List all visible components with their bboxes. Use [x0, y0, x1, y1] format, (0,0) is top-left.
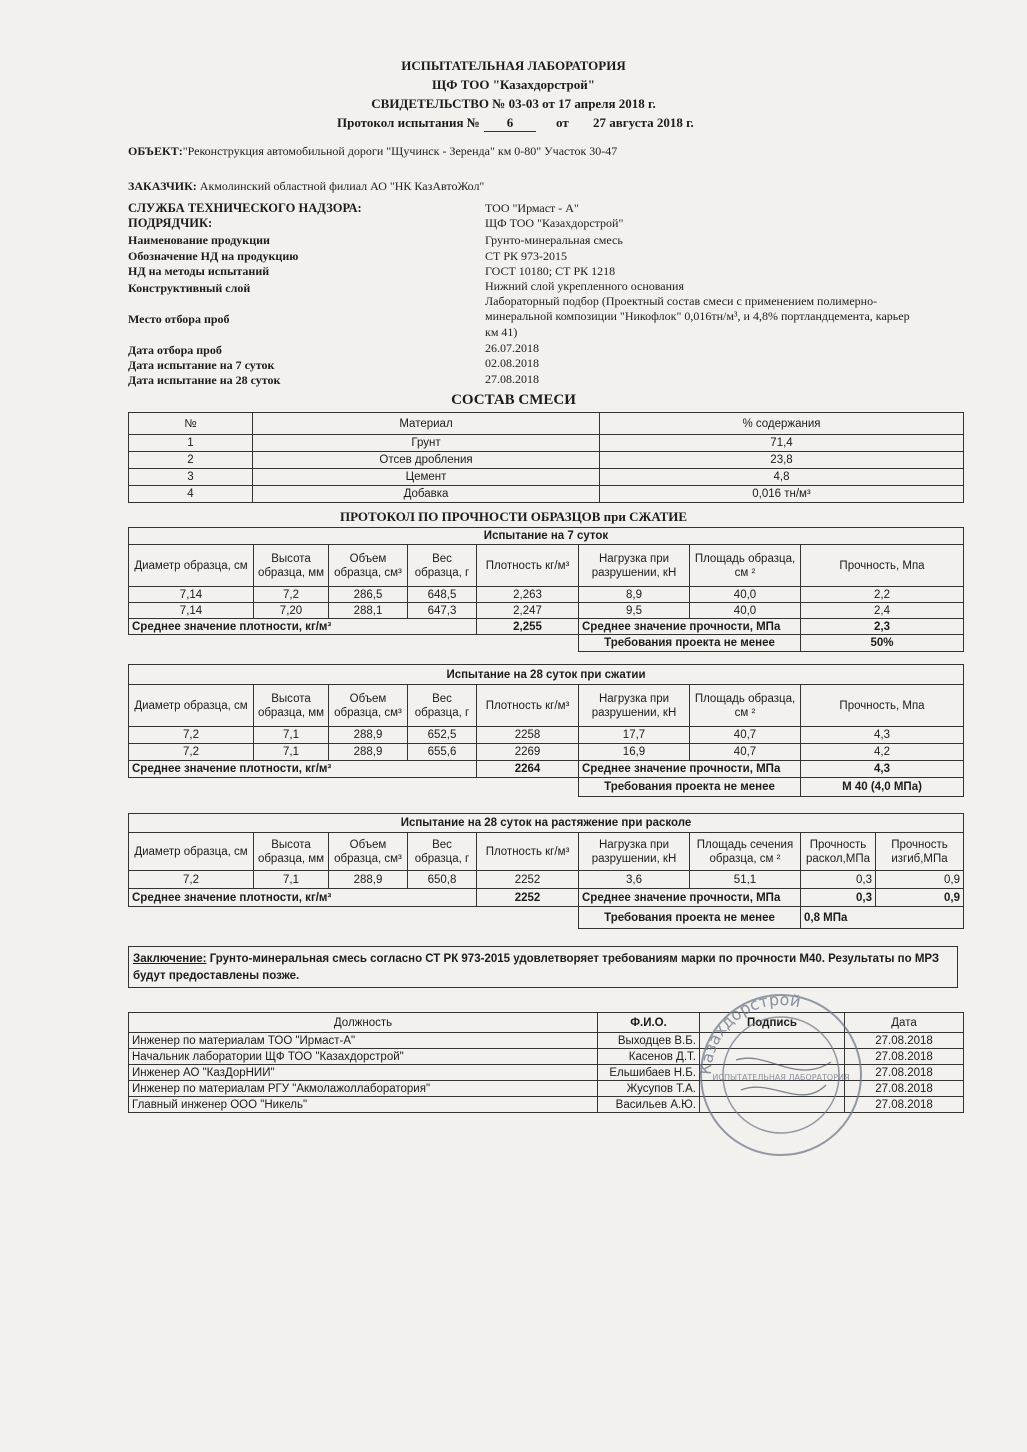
- blank-cell: [129, 907, 579, 929]
- svg-text:Казахдорстрой: Казахдорстрой: [696, 990, 803, 1076]
- test28split-header: Прочность изгиб,МПа: [876, 833, 964, 871]
- protocol-date: 27 августа 2018 г.: [593, 115, 694, 130]
- test7-cell: 7,2: [254, 587, 329, 603]
- info-label-5: Конструктивный слой: [128, 281, 251, 295]
- table-row: [129, 469, 964, 486]
- test28-header: Площадь образца, см ²: [690, 685, 801, 727]
- table-row: [129, 452, 964, 469]
- test7-cell: 2,4: [801, 603, 964, 619]
- test7-req-label: Требования проекта не менее: [579, 635, 801, 652]
- test7-header: Объем образца, см³: [329, 545, 408, 587]
- date-label-2: Дата испытание на 28 суток: [128, 373, 281, 387]
- protocol-label: Протокол испытания №: [337, 115, 480, 130]
- table-row: [129, 727, 964, 744]
- certificate-line: СВИДЕТЕЛЬСТВО № 03-03 от 17 апреля 2018 г.: [371, 96, 656, 111]
- sig-header: Подпись: [700, 1013, 845, 1033]
- table-row: [129, 871, 964, 889]
- conclusion-text: Грунто-минеральная смесь согласно СТ РК 973-2015 удовлетворяет требованиям марки по прочности М40. Результаты по МРЗ будут предоставлены позже.: [133, 953, 940, 982]
- test28split-header: Вес образца, г: [408, 833, 477, 871]
- test7-header: Вес образца, г: [408, 545, 477, 587]
- test7-cell: 7,14: [129, 587, 254, 603]
- test28split-title: Испытание на 28 суток на растяжение при расколе: [129, 814, 964, 833]
- test7-header: Высота образца, мм: [254, 545, 329, 587]
- test28split-header: Плотность кг/м³: [477, 833, 579, 871]
- sig-header: Ф.И.О.: [598, 1013, 700, 1033]
- customer-label: ЗАКАЗЧИК:: [128, 179, 197, 193]
- sig-position: Начальник лаборатории ЩФ ТОО "Казахдорстрой": [129, 1049, 598, 1065]
- test28split-avg-strength-b: 0,9: [876, 889, 964, 907]
- test28split-table: [128, 813, 964, 929]
- object-label: ОБЪЕКТ:: [128, 144, 183, 158]
- sampling-line-3: км 41): [485, 325, 518, 339]
- test7-title: Испытание на 7 суток: [129, 528, 964, 545]
- test28-avg-strength-label: Среднее значение прочности, МПа: [579, 761, 801, 778]
- conclusion-box: [128, 946, 958, 988]
- test7-header: Нагрузка при разрушении, кН: [579, 545, 690, 587]
- lab-org: ЩФ ТОО "Казахдорстрой": [432, 77, 595, 92]
- sampling-line-1: Лабораторный подбор (Проектный состав смеси с применением полимерно-: [485, 294, 878, 308]
- sig-date: 27.08.2018: [845, 1049, 964, 1065]
- blank-cell: [129, 635, 579, 652]
- test7-avg-strength: 2,3: [801, 619, 964, 635]
- mix-cell: Грунт: [253, 435, 600, 452]
- test7-cell: 648,5: [408, 587, 477, 603]
- table-row: [129, 486, 964, 503]
- mix-title: СОСТАВ СМЕСИ: [451, 392, 576, 408]
- sig-position: Главный инженер ООО "Никель": [129, 1097, 598, 1113]
- table-row: [129, 744, 964, 761]
- sig-fio: Выходцев В.Б.: [598, 1033, 700, 1049]
- sig-position: Инженер по материалам РГУ "Акмолажоллаборатория": [129, 1081, 598, 1097]
- sig-fio: Жусупов Т.А.: [598, 1081, 700, 1097]
- sig-header: Должность: [129, 1013, 598, 1033]
- test28split-header: Нагрузка при разрушении, кН: [579, 833, 690, 871]
- conclusion-label: Заключение:: [133, 953, 207, 965]
- test28split-cell: 288,9: [329, 871, 408, 889]
- test28-avg-density: 2264: [477, 761, 579, 778]
- sig-position: Инженер по материалам ТОО "Ирмаст-А": [129, 1033, 598, 1049]
- mix-header-material: Материал: [253, 413, 600, 435]
- sig-fio: Васильев А.Ю.: [598, 1097, 700, 1113]
- mix-cell: 3: [129, 469, 253, 486]
- sig-date: 27.08.2018: [845, 1081, 964, 1097]
- test7-cell: 40,0: [690, 587, 801, 603]
- test28-cell: 7,2: [129, 744, 254, 761]
- test28-cell: 7,2: [129, 727, 254, 744]
- sig-header: Дата: [845, 1013, 964, 1033]
- info-label-4: НД на методы испытаний: [128, 264, 270, 278]
- test28split-cell: 2252: [477, 871, 579, 889]
- customer-value: Акмолинский областной филиал АО "НК КазАвтоЖол": [199, 179, 485, 193]
- test28split-cell: 3,6: [579, 871, 690, 889]
- test28split-req-label: Требования проекта не менее: [579, 907, 801, 929]
- test7-cell: 40,0: [690, 603, 801, 619]
- test7-header: Площадь образца, см ²: [690, 545, 801, 587]
- test7-cell: 288,1: [329, 603, 408, 619]
- mix-header-no: №: [129, 413, 253, 435]
- info-value-1: ЩФ ТОО "Казахдорстрой": [485, 216, 624, 230]
- test28split-avg-density: 2252: [477, 889, 579, 907]
- table-row: [129, 603, 964, 619]
- test28split-header: Диаметр образца, см: [129, 833, 254, 871]
- test28-cell: 17,7: [579, 727, 690, 744]
- test7-cell: 8,9: [579, 587, 690, 603]
- test28-table: [128, 664, 964, 797]
- test28split-cell: 7,1: [254, 871, 329, 889]
- sampling-label: Место отбора проб: [128, 312, 230, 326]
- test7-cell: 7,14: [129, 603, 254, 619]
- test28-cell: 288,9: [329, 727, 408, 744]
- mix-cell: 4,8: [600, 469, 964, 486]
- test28split-header: Высота образца, мм: [254, 833, 329, 871]
- sig-position: Инженер АО "КазДорНИИ": [129, 1065, 598, 1081]
- test7-header: Диаметр образца, см: [129, 545, 254, 587]
- test7-cell: 7,20: [254, 603, 329, 619]
- test28split-cell: 650,8: [408, 871, 477, 889]
- mix-cell: 1: [129, 435, 253, 452]
- test28split-avg-density-label: Среднее значение плотности, кг/м³: [129, 889, 477, 907]
- info-value-3: СТ РК 973-2015: [485, 249, 568, 263]
- table-row: [129, 587, 964, 603]
- test28-cell: 288,9: [329, 744, 408, 761]
- sig-date: 27.08.2018: [845, 1033, 964, 1049]
- test7-req-value: 50%: [801, 635, 964, 652]
- mix-cell: 71,4: [600, 435, 964, 452]
- date-value-2: 27.08.2018: [485, 372, 539, 386]
- test28-header: Плотность кг/м³: [477, 685, 579, 727]
- test28-cell: 16,9: [579, 744, 690, 761]
- customer-line: [128, 179, 484, 194]
- info-value-2: Грунто-минеральная смесь: [485, 233, 623, 247]
- test7-cell: 2,247: [477, 603, 579, 619]
- test28-cell: 40,7: [690, 727, 801, 744]
- mix-table: [128, 412, 964, 503]
- test28split-req-value: 0,8 МПа: [801, 907, 964, 929]
- sampling-line-2: минеральной композиции "Никофлок" 0,016тн/м³, и 4,8% портландцемента, карьер: [485, 309, 910, 323]
- test7-header: Прочность, Мпа: [801, 545, 964, 587]
- protocol-from: от: [556, 115, 569, 130]
- info-value-0: ТОО "Ирмаст - А": [485, 201, 579, 215]
- test28-avg-strength: 4,3: [801, 761, 964, 778]
- test28-cell: 4,2: [801, 744, 964, 761]
- mix-cell: Добавка: [253, 486, 600, 503]
- test28-cell: 655,6: [408, 744, 477, 761]
- info-label-2: Наименование продукции: [128, 233, 270, 247]
- sig-fio: Ельшибаев Н.Б.: [598, 1065, 700, 1081]
- mix-cell: Цемент: [253, 469, 600, 486]
- test28-header: Вес образца, г: [408, 685, 477, 727]
- mix-cell: 0,016 тн/м³: [600, 486, 964, 503]
- table-row: [129, 435, 964, 452]
- test28-req-label: Требования проекта не менее: [579, 778, 801, 797]
- test28split-cell: 0,9: [876, 871, 964, 889]
- test28-cell: 7,1: [254, 744, 329, 761]
- lab-title: ИСПЫТАТЕЛЬНАЯ ЛАБОРАТОРИЯ: [401, 58, 626, 73]
- test28-cell: 2258: [477, 727, 579, 744]
- test28-cell: 40,7: [690, 744, 801, 761]
- mix-cell: 4: [129, 486, 253, 503]
- mix-cell: Отсев дробления: [253, 452, 600, 469]
- blank-cell: [129, 778, 579, 797]
- protocol-number: 6: [484, 115, 536, 132]
- test7-header: Плотность кг/м³: [477, 545, 579, 587]
- date-value-0: 26.07.2018: [485, 341, 539, 355]
- test7-cell: 9,5: [579, 603, 690, 619]
- info-value-5: Нижний слой укрепленного основания: [485, 279, 684, 293]
- test28-cell: 7,1: [254, 727, 329, 744]
- test7-cell: 2,263: [477, 587, 579, 603]
- test28-header: Прочность, Мпа: [801, 685, 964, 727]
- date-label-0: Дата отбора проб: [128, 343, 222, 357]
- test7-cell: 286,5: [329, 587, 408, 603]
- date-value-1: 02.08.2018: [485, 356, 539, 370]
- info-label-3: Обозначение НД на продукцию: [128, 249, 299, 263]
- info-value-4: ГОСТ 10180; СТ РК 1218: [485, 264, 616, 278]
- svg-text:ИСПЫТАТЕЛЬНАЯ ЛАБОРАТОРИЯ: ИСПЫТАТЕЛЬНАЯ ЛАБОРАТОРИЯ: [712, 1073, 850, 1082]
- test7-cell: 2,2: [801, 587, 964, 603]
- protocol-title: ПРОТОКОЛ ПО ПРОЧНОСТИ ОБРАЗЦОВ при СЖАТИЕ: [339, 509, 688, 524]
- test28split-header: Площадь сечения образца, см ²: [690, 833, 801, 871]
- test28-cell: 652,5: [408, 727, 477, 744]
- test28split-header: Прочность раскол,МПа: [801, 833, 876, 871]
- test28split-cell: 7,2: [129, 871, 254, 889]
- mix-header-percent: % содержания: [600, 413, 964, 435]
- test7-table: [128, 527, 964, 652]
- mix-cell: 2: [129, 452, 253, 469]
- sig-fio: Касенов Д.Т.: [598, 1049, 700, 1065]
- test28split-avg-strength-a: 0,3: [801, 889, 876, 907]
- test7-avg-strength-label: Среднее значение прочности, МПа: [579, 619, 801, 635]
- test7-avg-density-label: Среднее значение плотности, кг/м³: [129, 619, 477, 635]
- test28split-cell: 0,3: [801, 871, 876, 889]
- test28-header: Высота образца, мм: [254, 685, 329, 727]
- mix-cell: 23,8: [600, 452, 964, 469]
- test28-avg-density-label: Среднее значение плотности, кг/м³: [129, 761, 477, 778]
- test28-header: Объем образца, см³: [329, 685, 408, 727]
- test28split-avg-strength-label: Среднее значение прочности, МПа: [579, 889, 801, 907]
- test28-title: Испытание на 28 суток при сжатии: [129, 665, 964, 685]
- info-label-0: СЛУЖБА ТЕХНИЧЕСКОГО НАДЗОРА:: [128, 201, 362, 215]
- object-value: "Реконструкция автомобильной дороги "Щучинск - Зеренда" км 0-80" Участок 30-47: [182, 144, 618, 158]
- test28-header: Диаметр образца, см: [129, 685, 254, 727]
- info-label-1: ПОДРЯДЧИК:: [128, 216, 213, 230]
- test28split-header: Объем образца, см³: [329, 833, 408, 871]
- stamp-seal: [696, 990, 866, 1160]
- test7-avg-density: 2,255: [477, 619, 579, 635]
- date-label-1: Дата испытание на 7 суток: [128, 358, 275, 372]
- test28-cell: 2269: [477, 744, 579, 761]
- test28-header: Нагрузка при разрушении, кН: [579, 685, 690, 727]
- test28-req-value: М 40 (4,0 МПа): [801, 778, 964, 797]
- sig-date: 27.08.2018: [845, 1097, 964, 1113]
- test28split-cell: 51,1: [690, 871, 801, 889]
- test28-cell: 4,3: [801, 727, 964, 744]
- object-line: [128, 144, 617, 159]
- sig-date: 27.08.2018: [845, 1065, 964, 1081]
- test7-cell: 647,3: [408, 603, 477, 619]
